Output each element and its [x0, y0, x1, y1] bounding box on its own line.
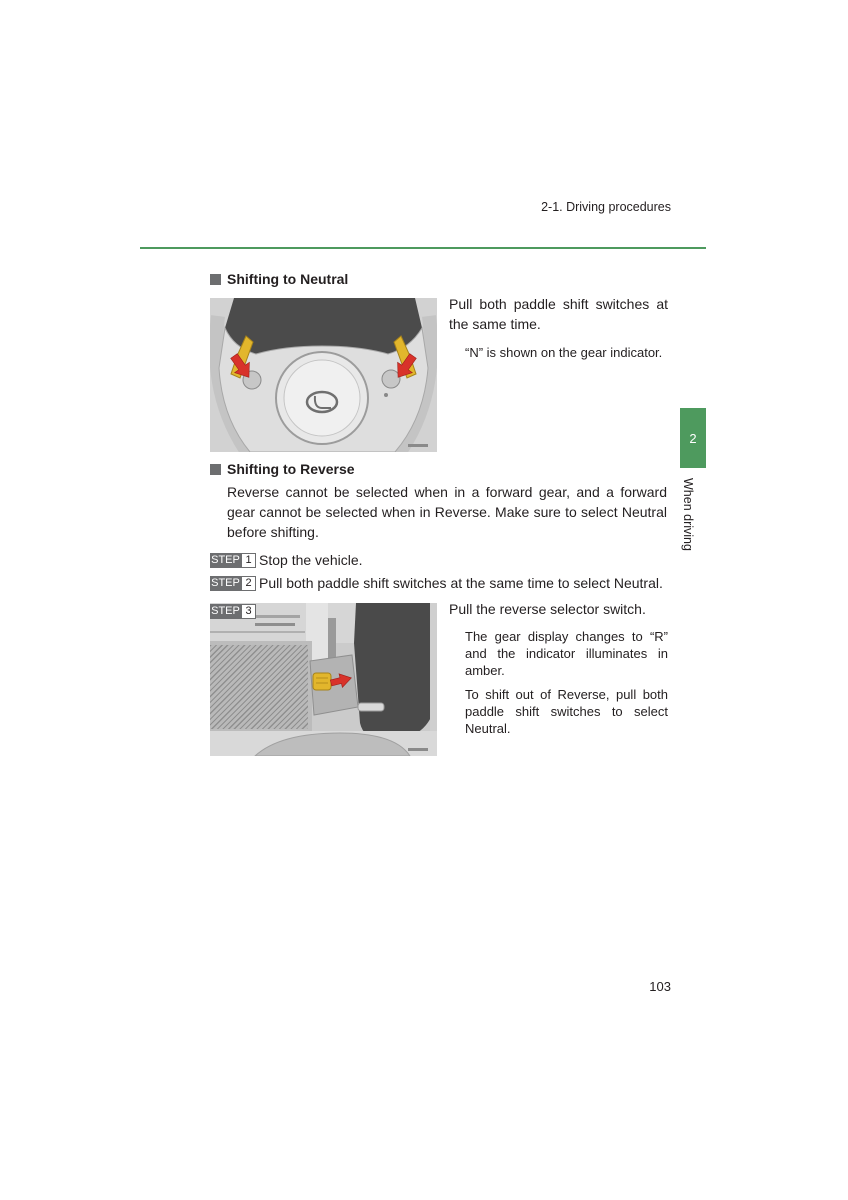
section-heading-neutral: [210, 271, 348, 287]
steering-column-cover: [354, 603, 432, 741]
square-bullet-icon: [210, 464, 221, 475]
section-heading-reverse: [210, 461, 355, 477]
chapter-number: 2: [689, 430, 697, 446]
heading-text: Shifting to Neutral: [227, 271, 349, 287]
step-3-badge-overlay: [210, 601, 259, 621]
panel-strip: [210, 631, 305, 633]
figure-code-mark: [408, 748, 428, 751]
step-badge-number: 2: [241, 576, 256, 591]
header-rule: [140, 247, 706, 249]
page-number: 103: [649, 979, 671, 994]
step-3-text: Pull the reverse selector switch.: [449, 601, 646, 617]
step-badge: [210, 553, 256, 568]
wheel-button-right: [382, 370, 400, 388]
step-2: [210, 573, 663, 593]
heading-text: Shifting to Reverse: [227, 461, 355, 477]
paddle-shift-figure: [210, 298, 437, 452]
step-text: Pull both paddle shift switches at the same time to select Neutral.: [259, 575, 663, 591]
step-badge: [210, 576, 256, 591]
step-3-note-exit: To shift out of Reverse, pull both paddle shift switches to select Neutral.: [465, 687, 668, 736]
chapter-title: When driving: [681, 478, 695, 551]
step-badge-number: 1: [241, 553, 256, 568]
step-badge-number: 3: [241, 604, 256, 619]
step-badge-label: STEP: [211, 576, 240, 589]
column-lever: [358, 703, 384, 711]
step-badge-label: STEP: [211, 553, 240, 566]
neutral-instruction: Pull both paddle shift switches at the same time.: [449, 296, 668, 332]
wheel-hub-inner: [284, 360, 360, 436]
vent-grille: [210, 645, 308, 729]
step-1: [210, 550, 363, 570]
running-header: 2-1. Driving procedures: [541, 200, 671, 214]
panel-strip: [255, 623, 295, 626]
square-bullet-icon: [210, 274, 221, 285]
reverse-intro: Reverse cannot be selected when in a forward gear, and a forward gear cannot be selected when in Reverse. Make sure to select Neutral before shifting.: [227, 484, 667, 540]
step-3-note-display: The gear display changes to “R” and the indicator illuminates in amber.: [465, 629, 668, 678]
steering-wheel-paddle-shift-illustration: [210, 298, 437, 452]
neutral-note: “N” is shown on the gear indicator.: [465, 345, 663, 360]
reverse-selector-switch: [313, 673, 331, 690]
wheel-dot: [384, 393, 388, 397]
step-badge: [210, 604, 256, 619]
step-badge-label: STEP: [211, 604, 240, 617]
pillar-edge: [328, 618, 336, 658]
figure-code-mark: [408, 444, 428, 447]
chapter-tab: [680, 408, 706, 468]
step-text: Stop the vehicle.: [259, 552, 363, 568]
